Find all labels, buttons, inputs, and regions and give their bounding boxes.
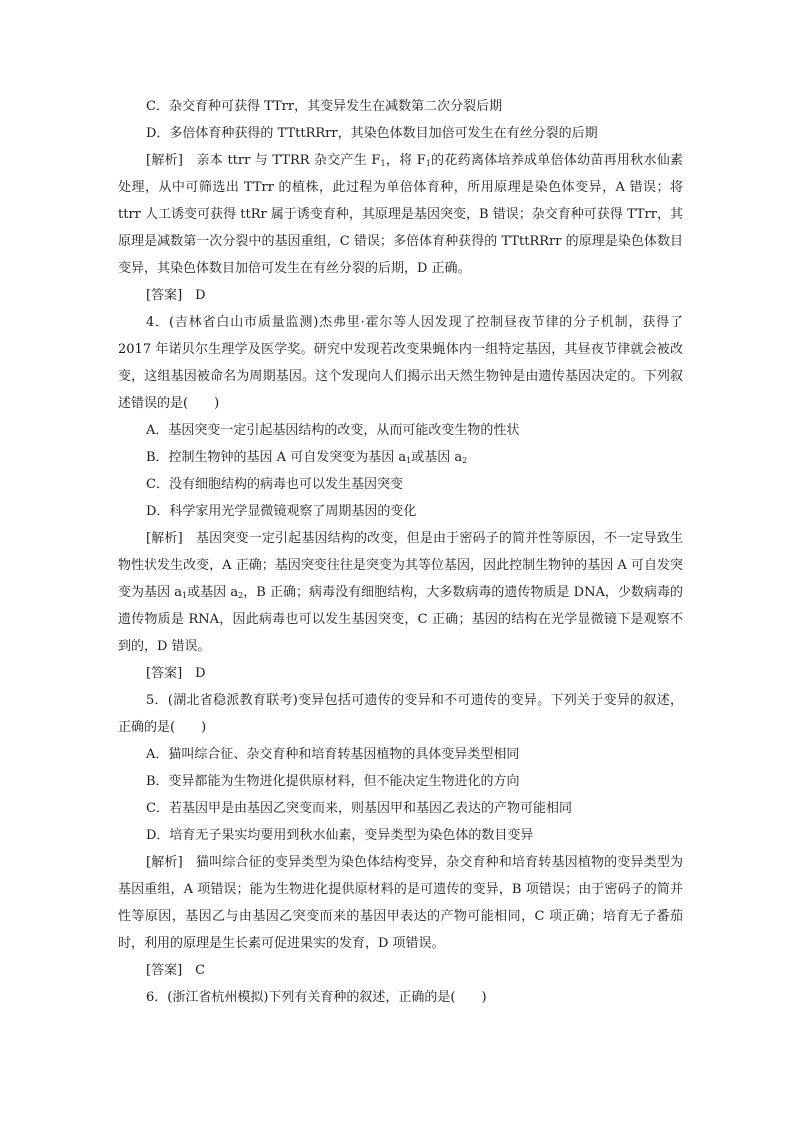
q4-option-b-mid: 或基因 a	[411, 450, 463, 465]
analysis-tag: [解析]	[146, 531, 183, 546]
q5-option-a: A．猫叫综合征、杂交育种和培育转基因植物的具体变异类型相同	[146, 747, 520, 762]
q5-option-d: D．培育无子果实均要用到秋水仙素，变异类型为染色体的数目变异	[146, 828, 534, 843]
q4-option-c: C．没有细胞结构的病毒也可以发生基因突变	[146, 477, 403, 492]
q4-answer	[118, 660, 683, 687]
q6-stem: 6．(浙江省杭州模拟)下列有关育种的叙述，正确的是( )	[146, 990, 487, 1005]
answer-tag: [答案]	[146, 666, 183, 681]
subscript: 1	[380, 159, 386, 168]
answer-tag: [答案]	[146, 963, 183, 978]
q5-analysis-text: 猫叫综合征的变异类型为染色体结构变异，杂交育种和培育转基因植物的变异类型为基因重组，A 项错误；能为生物进化提供原材料的是可遗传的变异，B 项错误；由于密码子的简并性等原因，基因乙与由基因乙突变而来的基因甲表达的产物可能相同，C 项正确；培育无子番茄时，利用的原理是生长素可促进果实的发育，D 项错误。	[118, 855, 683, 951]
answer-tag: [答案]	[146, 288, 183, 303]
q5-analysis	[118, 849, 683, 957]
answer-value: C	[195, 963, 206, 978]
answer-value: D	[195, 666, 206, 681]
subscript: 1	[425, 159, 431, 168]
q5-answer	[118, 957, 683, 984]
subscript: 1	[406, 456, 412, 465]
q5-option-b: B．变异都能为生物进化提供原材料，但不能决定生物进化的方向	[146, 774, 520, 789]
q4-stem: 4．(吉林省白山市质量监测)杰弗里·霍尔等人因发现了控制昼夜节律的分子机制，获得了 2017 年诺贝尔生理学及医学奖。研究中发现若改变果蝇体内一组特定基因，其昼夜节律就会被改变，这组基因被命名为周期基因。这个发现向人们揭示出天然生物钟是由遗传基因决定的。下列叙述错误的是( )	[118, 315, 683, 411]
q4-option-d: D．科学家用光学显微镜观察了周期基因的变化	[146, 504, 417, 519]
q3-answer	[118, 282, 683, 309]
q5-option-c: C．若基因甲是由基因乙突变而来，则基因甲和基因乙表达的产物可能相同	[146, 801, 572, 816]
q3-analysis-text-1: 亲本 ttrr 与 TTRR 杂交产生 F	[196, 153, 381, 168]
subscript: 1	[182, 591, 188, 600]
q4-analysis-text-2: ，B 正确；病毒没有细胞结构，大多数病毒的遗传物质是 DNA，少数病毒的遗传物质是 RNA，因此病毒也可以发生基因突变，C 正确；基因的结构在光学显微镜下是观察不到的，D 错误。	[118, 585, 684, 654]
q4-option-a: A．基因突变一定引起基因结构的改变，从而可能改变生物的性状	[146, 423, 520, 438]
q3-option-c: C．杂交育种可获得 TTrr，其变异发生在减数第二次分裂后期	[146, 99, 503, 114]
q4-analysis-text-1: 基因突变一定引起基因结构的改变，但是由于密码子的简并性等原因，不一定导致生物性状发生改变，A 正确；基因突变往往是突变为其等位基因，因此控制生物钟的基因 A 可自发突变为基因 a	[118, 531, 683, 600]
q3-analysis-text-3: 的花药离体培养成单倍体幼苗再用秋水仙素处理，从中可筛选出 TTrr 的植株，此过程为单倍体育种，所用原理是染色体变异，A 错误；将 ttrr 人工诱变可获得 ttRr 属于诱变育种，其原理是基因突变，B 错误；杂交育种可获得 TTrr，其原理是减数第一次分裂中的基因重组，C 错误；多倍体育种获得的 TTttRRrr 的原理是染色体数目变异，其染色体数目加倍可发生在有丝分裂的后期，D 正确。	[118, 153, 683, 276]
analysis-tag: [解析]	[146, 855, 183, 870]
q3-analysis-text-2: ，将 F	[385, 153, 426, 168]
answer-value: D	[195, 288, 206, 303]
q3-analysis	[118, 147, 683, 282]
analysis-tag: [解析]	[146, 153, 183, 168]
q5-stem: 5．(湖北省稳派教育联考)变异包括可遗传的变异和不可遗传的变异。下列关于变异的叙述，正确的是( )	[118, 693, 683, 735]
q3-option-d: D．多倍体育种获得的 TTttRRrr，其染色体数目加倍可发生在有丝分裂的后期	[146, 126, 598, 141]
subscript: 2	[238, 591, 244, 600]
q4-option-b-text: B．控制生物钟的基因 A 可自发突变为基因 a	[146, 450, 407, 465]
q4-option-b	[118, 444, 683, 471]
q4-analysis-mid: 或基因 a	[187, 585, 239, 600]
document-content	[118, 93, 683, 1011]
subscript: 2	[462, 456, 468, 465]
q4-analysis	[118, 525, 683, 660]
